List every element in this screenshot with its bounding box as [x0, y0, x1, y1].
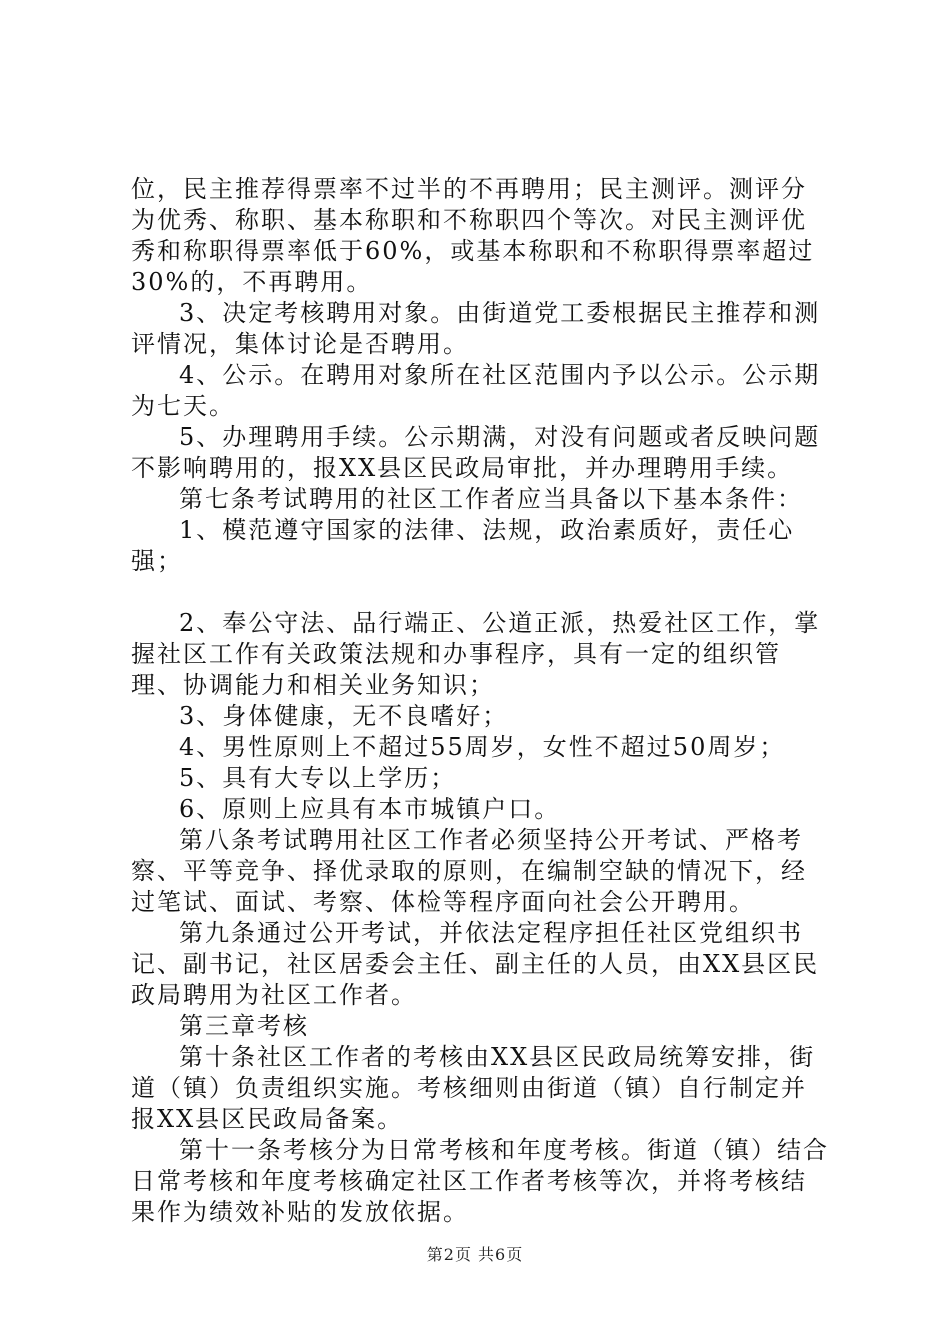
article-10: 第十条社区工作者的考核由XX县区民政局统筹安排，街道（镇）负责组织实施。考核细则由街道（镇）自行制定并报XX县区民政局备案。 [131, 1043, 816, 1133]
paragraph-continuation: 位，民主推荐得票率不过半的不再聘用；民主测评。测评分为优秀、称职、基本称职和不称职四个等次。对民主测评优秀和称职得票率低于60%，或基本称职和不称职得票率超过30%的，不再聘用。 [131, 175, 815, 296]
condition-4: 4、男性原则上不超过55周岁，女性不超过50周岁； [179, 733, 786, 761]
article-11: 第十一条考核分为日常考核和年度考核。街道（镇）结合日常考核和年度考核确定社区工作者考核等次，并将考核结果作为绩效补贴的发放依据。 [131, 1136, 829, 1226]
condition-3: 3、身体健康，无不良嗜好； [179, 702, 509, 730]
page-number-footer: 第2页 共6页 [426, 1245, 524, 1264]
condition-2: 2、奉公守法、品行端正、公道正派，热爱社区工作，掌握社区工作有关政策法规和办事程序，具有一定的组织管理、协调能力和相关业务知识； [131, 609, 821, 699]
condition-5: 5、具有大专以上学历； [179, 764, 457, 792]
paragraph-item-3: 3、决定考核聘用对象。由街道党工委根据民主推荐和测评情况，集体讨论是否聘用。 [131, 299, 821, 358]
condition-1: 1、模范遵守国家的法律、法规，政治素质好，责任心强； [131, 516, 795, 575]
article-9: 第九条通过公开考试，并依法定程序担任社区党组织书记、副书记，社区居委会主任、副主任的人员，由XX县区民政局聘用为社区工作者。 [131, 919, 820, 1009]
paragraph-item-5: 5、办理聘用手续。公示期满，对没有问题或者反映问题不影响聘用的，报XX县区民政局审批，并办理聘用手续。 [131, 423, 821, 482]
blank-line [131, 577, 831, 608]
article-8: 第八条考试聘用社区工作者必须坚持公开考试、严格考察、平等竞争、择优录取的原则，在编制空缺的情况下，经过笔试、面试、考察、体检等程序面向社会公开聘用。 [131, 826, 807, 916]
paragraph-item-4: 4、公示。在聘用对象所在社区范围内予以公示。公示期为七天。 [131, 361, 821, 420]
article-7-heading: 第七条考试聘用的社区工作者应当具备以下基本条件： [179, 485, 803, 513]
chapter-3-heading: 第三章考核 [179, 1012, 309, 1040]
document-body [131, 174, 831, 1228]
condition-6: 6、原则上应具有本市城镇户口。 [179, 795, 561, 823]
